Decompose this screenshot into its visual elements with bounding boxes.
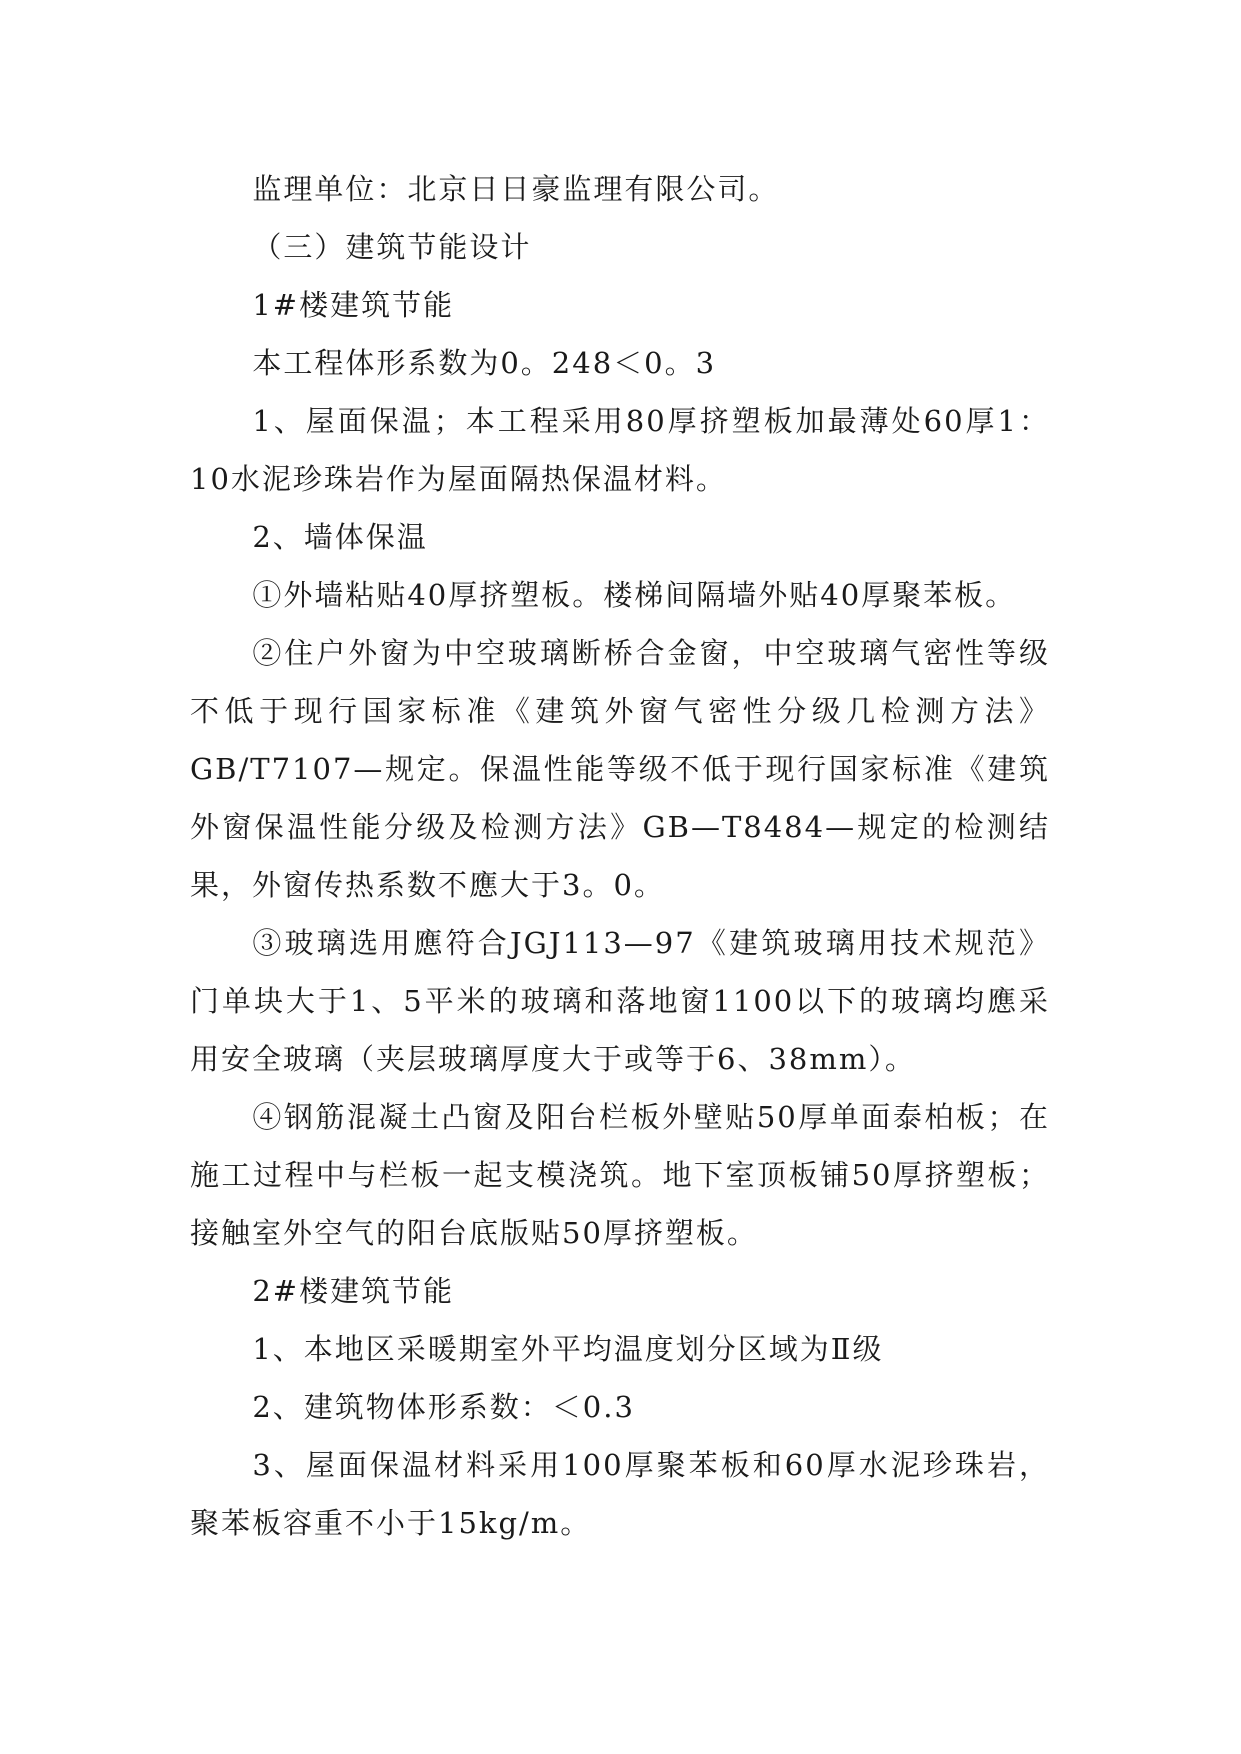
subheading-building-2: 2#楼建筑节能 xyxy=(252,1274,455,1308)
document-body xyxy=(190,160,1050,1552)
paragraph-climate-zone: 1、本地区采暖期室外平均温度划分区域为Ⅱ级 xyxy=(252,1332,884,1366)
paragraph-windows: ②住户外窗为中空玻璃断桥合金窗，中空玻璃气密性等级不低于现行国家标准《建筑外窗气密性分级几检测方法》GB/T7107—规定。保温性能等级不低于现行国家标准《建筑外窗保温性能分级及检测方法》GB—T8484—规定的检测结果，外窗传热系数不應大于3。0。 xyxy=(190,636,1050,902)
paragraph-glass: ③玻璃选用應符合JGJ113—97《建筑玻璃用技术规范》门单块大于1、5平米的玻璃和落地窗1100以下的玻璃均應采用安全玻璃（夹层玻璃厚度大于或等于6、38mm）。 xyxy=(190,926,1050,1076)
paragraph-building-shape: 2、建筑物体形系数：＜0.3 xyxy=(252,1390,635,1424)
paragraph-roof-material: 3、屋面保温材料采用100厚聚苯板和60厚水泥珍珠岩，聚苯板容重不小于15kg/m。 xyxy=(190,1448,1050,1540)
subheading-building-1: 1#楼建筑节能 xyxy=(252,288,455,322)
paragraph-wall-insulation-heading: 2、墙体保温 xyxy=(252,520,428,554)
paragraph-shape-coefficient: 本工程体形系数为0。248＜0。3 xyxy=(252,346,717,380)
paragraph-roof-insulation: 1、屋面保温；本工程采用80厚挤塑板加最薄处60厚1：10水泥珍珠岩作为屋面隔热保温材料。 xyxy=(190,404,1050,496)
section-heading-energy-design: （三）建筑节能设计 xyxy=(252,230,532,264)
paragraph-supervisor: 监理单位：北京日日豪监理有限公司。 xyxy=(252,172,780,206)
paragraph-exterior-wall: ①外墙粘贴40厚挤塑板。楼梯间隔墙外贴40厚聚苯板。 xyxy=(252,578,1017,612)
paragraph-bay-window: ④钢筋混凝土凸窗及阳台栏板外壁贴50厚单面泰柏板；在施工过程中与栏板一起支模浇筑。地下室顶板铺50厚挤塑板；接触室外空气的阳台底版贴50厚挤塑板。 xyxy=(190,1100,1050,1250)
